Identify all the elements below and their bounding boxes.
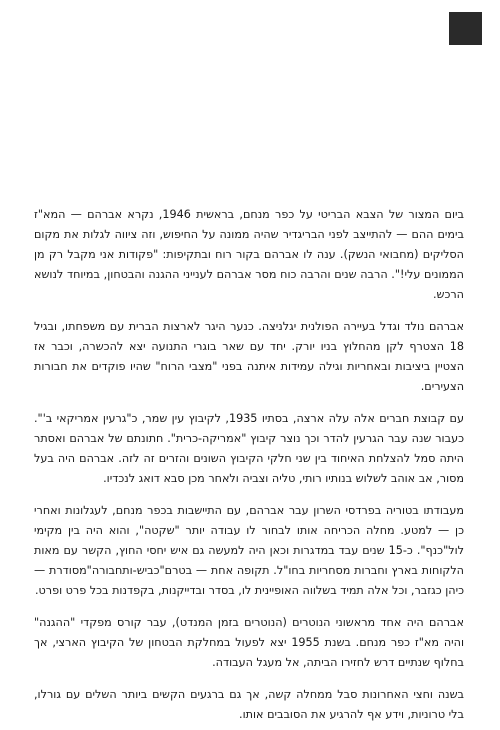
corner-marker [449, 12, 482, 45]
paragraph-3: עם קבוצת חברים אלה עלה ארצה, בסתיו 1935, לקיבוץ עין שמר, כ"גרעין אמריקאי ב'". כעבור שנה עבר הגרעין להדר וכך נוצר קיבוץ "אמריקה-כרית". חתונתם של אברהם ואסתר היתה סמל להצלחת האיחוד בין שני חלקי הקיבוץ השונים והזרים זה לזה. אברהם היה בעל מסור, אב אוהב לשלוש בנותיו רותי, טליה וצביה ולאחר מכן סבא דואג לנכדיו. [34, 412, 464, 485]
paragraph-5: אברהם היה אחד מראשוני הנוטרים (הנוטרים בזמן המנדט), עבר קורס מפקדי "ההגנה" והיה מא"ז כפר מנחם. בשנת 1955 יצא לפעול במחלקת הבטחון של הקיבוץ הארצי, אך בחלוף שנתיים דרש לחזירו הביתה, אל מעגל העבודה. [34, 616, 464, 669]
memorial-text [34, 205, 464, 725]
paragraph-4: מעבודתו בטוריה בפרדסי השרון עבר אברהם, עם התיישבות בכפר מנחם, לעגלונות ואחרי כן — למטע. מחלה הכריחה אותו לבחור לו עבודה יותר "שקטה", והוא היה בין מקימי לול"כנף". כ-15 שנים עבד במדגרות וכאן היה למעשה גם איש יחסי החוץ, הקשר עם מאות הלקוחות בארץ וחברות מסחריות בחו"ל. תקופה אחת — בטרם"כביש-ותחבורה"מסודרת — כיהן כגזבר, וכל אלה תמיד בשלווה האופיינית לו, בסדר ובדייקנות, בקפדנות בכל פרט ופרט. [34, 504, 464, 597]
paragraph-1: ביום המצור של הצבא הבריטי על כפר מנחם, בראשית 1946, נקרא אברהם — המא"ז בימים ההם — להתייצב לפני הבריגדיר שהיה ממונה על החיפוש, וזה ציווה לגלות את מקום הסליקים (מחבואי הנשק). ענה לו אברהם בקור רוח ובתקיפות: "פקודות אני מקבל רק מן הממונים עלי!". הרבה שנים והרבה כוח מסר אברהם לענייני ההגנה והבטחון, במיוחד לנושא הרכש. [34, 208, 465, 301]
paragraph-6: בשנה וחצי האחרונות סבל ממחלה קשה, אך גם ברגעים הקשים ביותר השלים עם גורלו, בלי טרוניות, וידע אף להרגיע את הסובבים אותו. [34, 688, 464, 721]
paragraph-2: אברהם נולד וגדל בעיירה הפולנית יגלניצה. כנער היגר לארצות הברית עם משפחתו, ובגיל 18 הצטרף לקן מהחלוץ בניו יורק. יחד עם שאר בוגרי התנועה יצא להכשרה, וכבר אז הצטיין ביציבות ובאחריות וגילה עמידות איתנה בפני "מצבי הרוח" שהיו פוקדים את חבורות הצעירים. [34, 320, 464, 393]
